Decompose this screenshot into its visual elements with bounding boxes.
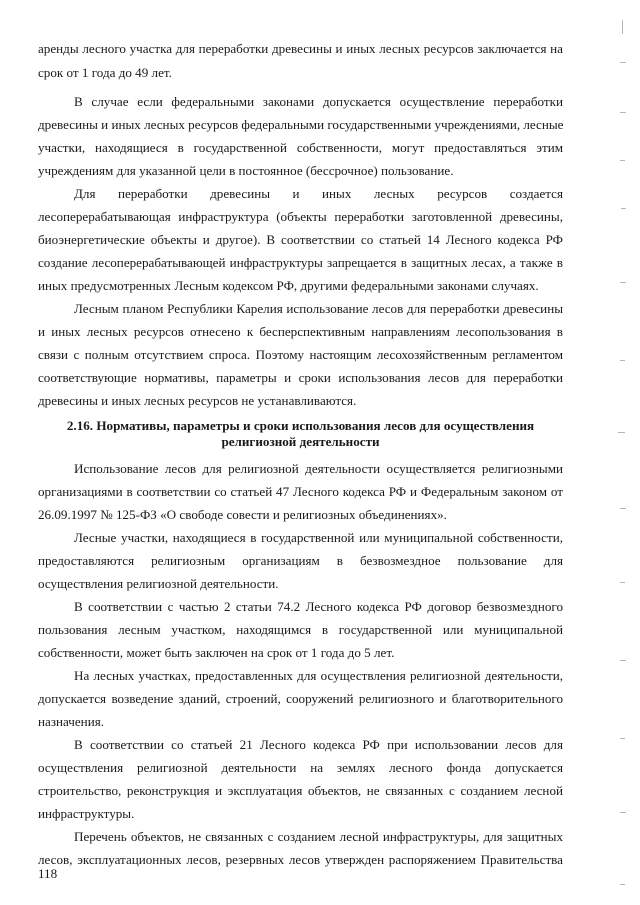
text-line: Использование лесов для религиозной деятельности осуществляется религиозными (74, 461, 563, 476)
text-line: создание лесоперерабатывающей инфраструктуры запрещается в защитных лесах, а также в (38, 255, 563, 270)
scan-mark (620, 508, 626, 509)
text-line: Для переработки древесины и иных лесных ресурсов создается (74, 186, 563, 201)
text-line: организациями в соответствии со статьей 47 Лесного кодекса РФ и Федеральным законом от (38, 484, 563, 499)
scan-mark (620, 360, 625, 361)
section-heading-line-1: 2.16. Нормативы, параметры и сроки использования лесов для осуществления (66, 418, 535, 433)
text-line: биоэнергетические объекты и другое). В соответствии со статьей 14 Лесного кодекса РФ (38, 232, 563, 247)
scan-mark (620, 160, 625, 161)
text-line: учреждениям для указанной цели в постоянное (бессрочное) пользование. (38, 163, 454, 178)
text-line: иных предусмотренных Лесным кодексом РФ, другими федеральными законами случаях. (38, 278, 539, 293)
scan-mark (618, 432, 625, 433)
text-line: древесины и иных лесных ресурсов федеральными государственными учреждениями, лесные (38, 117, 564, 132)
text-line: срок от 1 года до 49 лет. (38, 65, 172, 80)
scan-mark (620, 582, 625, 583)
text-line: аренды лесного участка для переработки древесины и иных лесных ресурсов заключается на (38, 41, 563, 56)
text-line: осуществления религиозной деятельности. (38, 576, 279, 591)
scan-mark (621, 208, 626, 209)
text-line: В случае если федеральными законами допускается осуществление переработки (74, 94, 563, 109)
text-line: древесины и иных лесных ресурсов не устанавливаются. (38, 393, 357, 408)
page-number: 118 (38, 866, 58, 881)
text-line: и иных лесных ресурсов отнесено к бесперспективным направлениям лесопользования в (38, 324, 563, 339)
scan-mark (620, 738, 625, 739)
text-line: допускается возведение зданий, строений, сооружений религиозного и благотворительного (38, 691, 563, 706)
text-line: осуществления религиозной деятельности на землях лесного фонда допускается (38, 760, 563, 775)
text-line: инфраструктуры. (38, 806, 135, 821)
text-line: участки, находящиеся в государственной собственности, могут предоставляться этим (38, 140, 563, 155)
section-heading-line-2: религиозной деятельности (221, 434, 380, 449)
text-line: В соответствии со статьей 21 Лесного кодекса РФ при использовании лесов для (74, 737, 563, 752)
text-line: лесов, эксплуатационных лесов, резервных лесов утвержден распоряжением Правительства (38, 852, 563, 867)
scan-mark (620, 812, 626, 813)
scan-mark (622, 20, 623, 34)
text-line: Перечень объектов, не связанных с созданием лесной инфраструктуры, для защитных (74, 829, 563, 844)
text-line: назначения. (38, 714, 104, 729)
scan-mark (620, 660, 626, 661)
text-line: В соответствии с частью 2 статьи 74.2 Лесного кодекса РФ договор безвозмездного (74, 599, 563, 614)
text-line: Лесным планом Республики Карелия использование лесов для переработки древесины (74, 301, 563, 316)
text-line: соответствующие нормативы, параметры и сроки использования лесов для переработки (38, 370, 563, 385)
text-line: На лесных участках, предоставленных для осуществления религиозной деятельности, (74, 668, 563, 683)
scan-mark (620, 282, 626, 283)
text-line: Лесные участки, находящиеся в государственной или муниципальной собственности, (74, 530, 563, 545)
text-line: строительство, реконструкция и эксплуатация объектов, не связанных с созданием лесной (38, 783, 563, 798)
text-line: 26.09.1997 № 125-ФЗ «О свободе совести и религиозных объединениях». (38, 507, 447, 522)
text-line: пользования лесным участком, находящимся в государственной или муниципальной (38, 622, 563, 637)
scan-mark (620, 62, 626, 63)
scan-mark (620, 884, 625, 885)
text-line: связи с полным отсутствием спроса. Поэтому настоящим лесохозяйственным регламентом (38, 347, 563, 362)
text-line: собственности, может быть заключен на срок от 1 года до 5 лет. (38, 645, 395, 660)
text-line: предоставляются религиозным организациям в безвозмездное пользование для (38, 553, 563, 568)
scan-mark (620, 112, 626, 113)
text-line: лесоперерабатывающая инфраструктура (объекты переработки заготовленной древесины, (38, 209, 563, 224)
